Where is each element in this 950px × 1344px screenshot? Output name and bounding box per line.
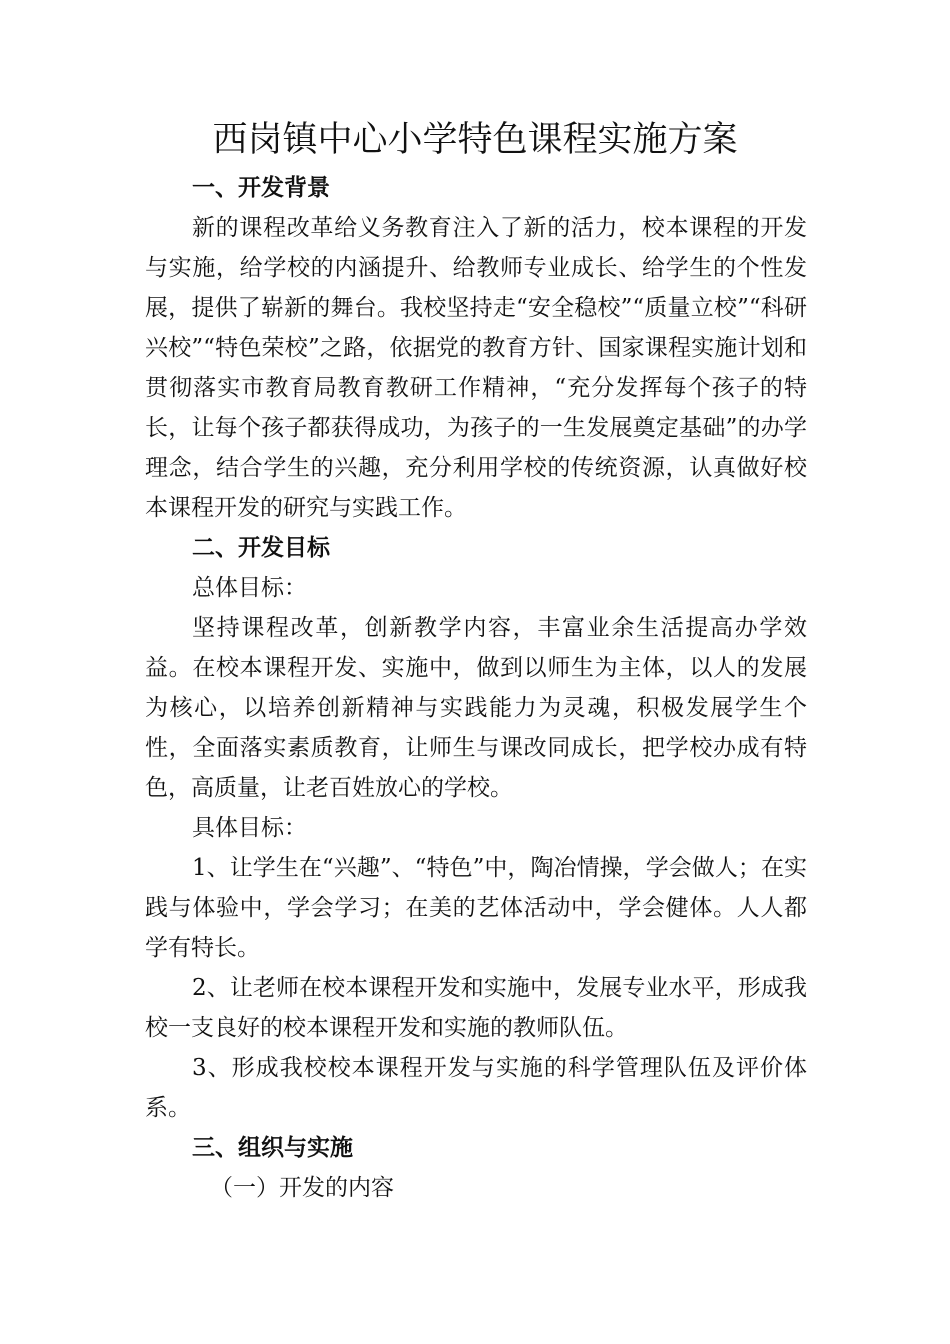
specific-goal-item-1: 1、让学生在“兴趣”、“特色”中，陶冶情操，学会做人；在实践与体验中，学会学习；在美的艺体活动中，学会健体。人人都学有特长。 xyxy=(145,855,807,961)
document-title: 西岗镇中心小学特色课程实施方案 xyxy=(212,120,738,160)
specific-goals-label: 具体目标： xyxy=(192,815,307,841)
background-paragraph: 新的课程改革给义务教育注入了新的活力，校本课程的开发与实施，给学校的内涵提升、给教师专业成长、给学生的个性发展，提供了崭新的舞台。我校坚持走“安全稳校”“质量立校”“科研兴校”“特色荣校”之路，依据党的教育方针、国家课程实施计划和贯彻落实市教育局教育教研工作精神，“充分发挥每个孩子的特长，让每个孩子都获得成功，为孩子的一生发展奠定基础”的办学理念，结合学生的兴趣，充分利用学校的传统资源，认真做好校本课程开发的研究与实践工作。 xyxy=(145,215,807,521)
overall-goals-paragraph: 坚持课程改革，创新教学内容，丰富业余生活提高办学效益。在校本课程开发、实施中，做到以师生为主体，以人的发展为核心，以培养创新精神与实践能力为灵魂，积极发展学生个性，全面落实素质教育，让师生与课改同成长，把学校办成有特色，高质量，让老百姓放心的学校。 xyxy=(145,615,807,801)
specific-goal-item-2: 2、让老师在校本课程开发和实施中，发展专业水平，形成我校一支良好的校本课程开发和实施的教师队伍。 xyxy=(145,975,807,1041)
overall-goals-label: 总体目标： xyxy=(192,575,307,601)
section-heading-background: 一、开发背景 xyxy=(192,175,330,201)
specific-goal-item-3: 3、形成我校校本课程开发与实施的科学管理队伍及评价体系。 xyxy=(145,1055,807,1121)
section-heading-organization: 三、组织与实施 xyxy=(192,1135,353,1161)
subsection-heading-content: （一）开发的内容 xyxy=(210,1175,394,1201)
section-heading-goals: 二、开发目标 xyxy=(192,535,330,561)
